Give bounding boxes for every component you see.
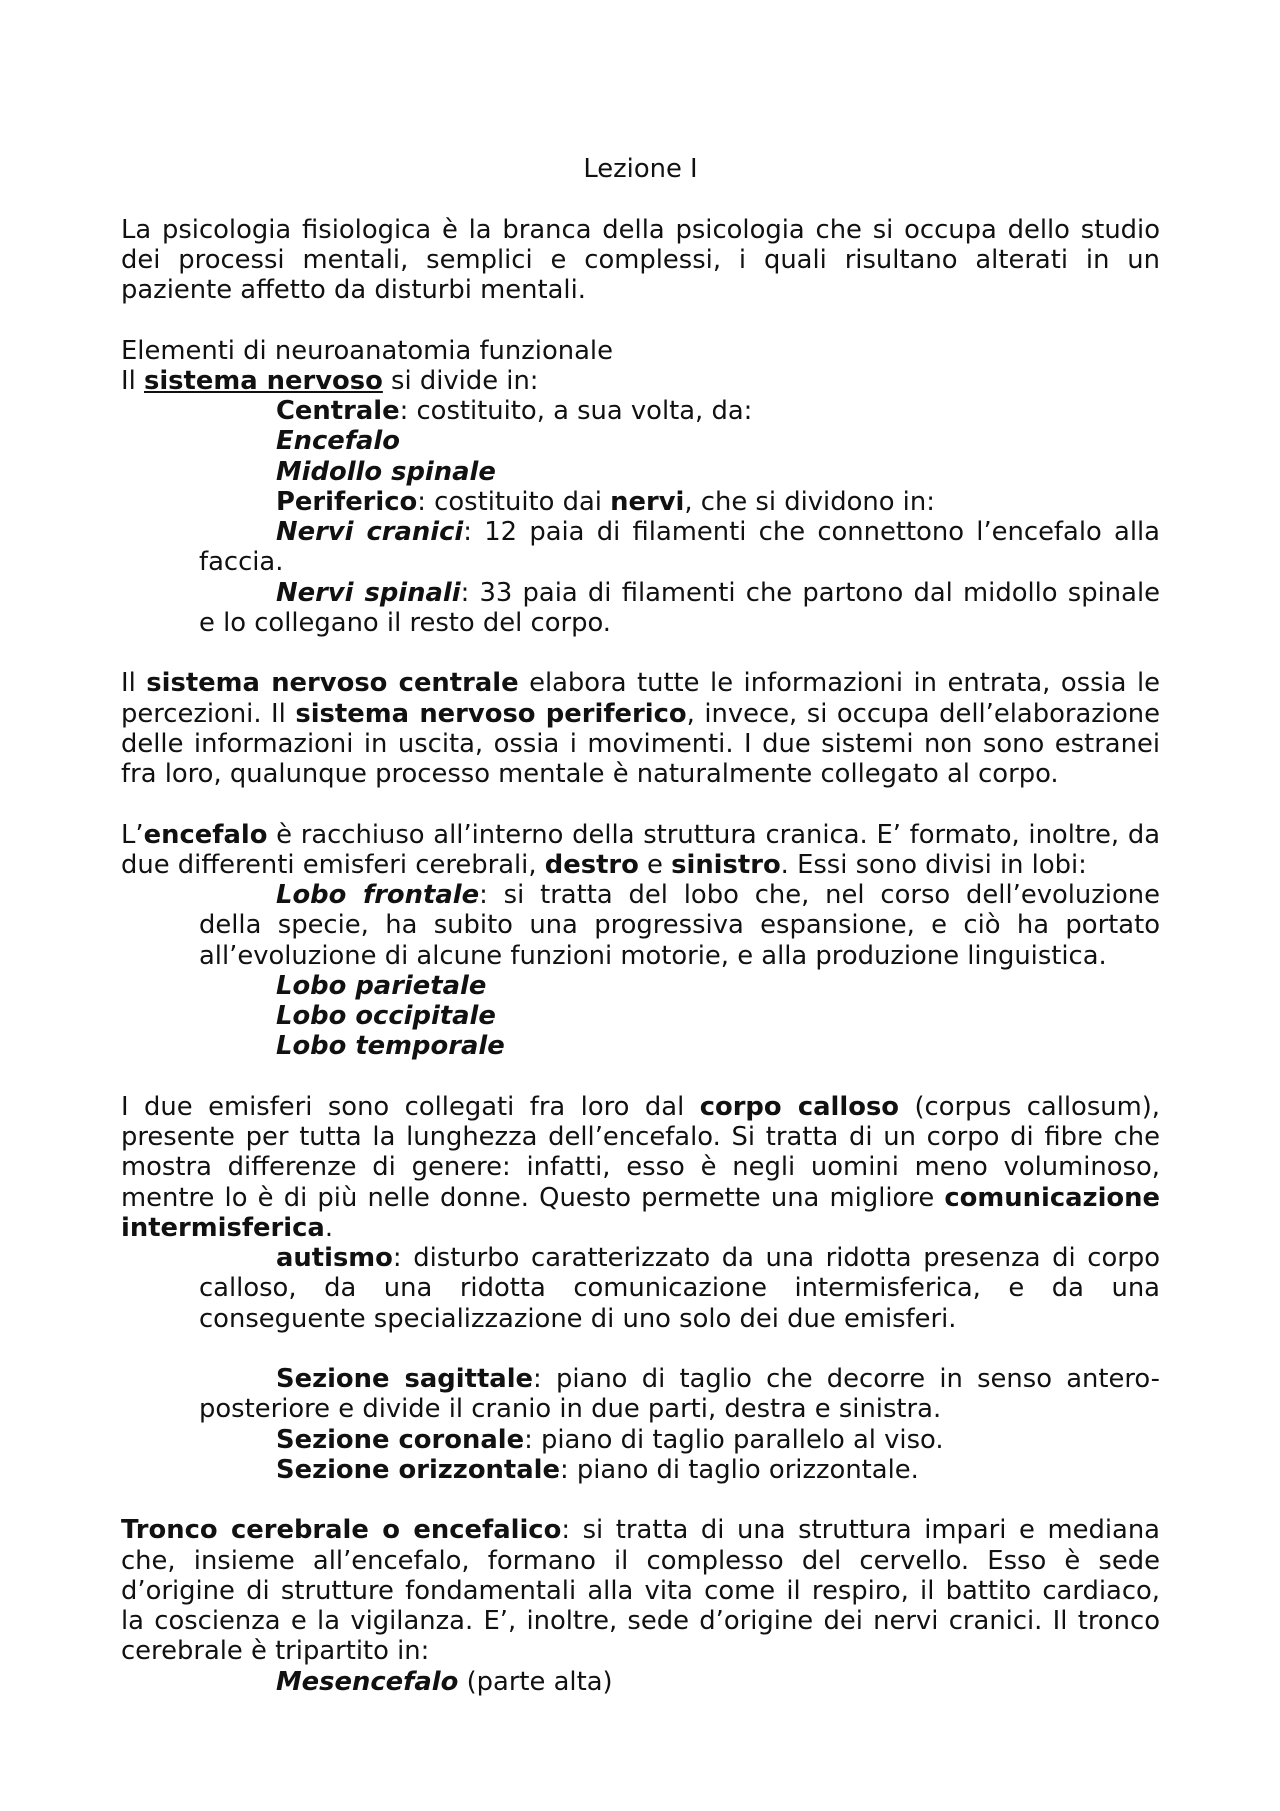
key-term: sistema nervoso periferico: [295, 698, 687, 729]
key-term-italic: Nervi cranici: [276, 517, 464, 547]
text-line: [199, 1667, 1160, 1697]
list-item-lobo-occipitale: [199, 1001, 1160, 1031]
text-run: Il: [121, 668, 147, 699]
document-title: Lezione I: [583, 154, 698, 184]
text-run: : 12 paia di filamenti che connettono l’encefalo alla: [463, 517, 1160, 547]
text-run: elabora tutte le informazioni in entrata, ossia le: [518, 668, 1160, 699]
key-term: corpo calloso: [699, 1091, 900, 1122]
text-run: (parte alta): [458, 1666, 613, 1697]
blank-line: [121, 184, 1160, 214]
text-line: [121, 668, 1160, 698]
text-line: faccia.: [199, 547, 284, 578]
text-line: che, insieme all’encefalo, formano il complesso del cervello. Esso è sede: [121, 1545, 1160, 1576]
text-run: si divide in:: [382, 365, 539, 396]
text-line: [199, 426, 1160, 456]
text-line: [199, 517, 1160, 547]
text-line: [199, 1364, 1160, 1394]
list-item-lobo-frontale: [199, 880, 1160, 971]
text-run: L’: [121, 819, 144, 850]
section-heading: Elementi di neuroanatomia funzionale: [121, 335, 613, 366]
blank-line: [121, 305, 1160, 335]
key-term-italic: Lobo parietale: [276, 970, 487, 1001]
list-item-sezione-sagittale: [199, 1364, 1160, 1425]
text-run: : piano di taglio che decorre in senso antero-: [533, 1364, 1160, 1394]
paragraph-encefalo: [121, 820, 1160, 881]
text-run: .: [324, 1212, 334, 1243]
text-line: calloso, da una ridotta comunicazione intermisferica, e da una: [199, 1273, 1160, 1304]
key-term: sinistro: [671, 849, 781, 880]
text-line: posteriore e divide il cranio in due parti, destra e sinistra.: [199, 1394, 942, 1425]
text-run: : piano di taglio parallelo al viso.: [524, 1424, 944, 1455]
list-item-encefalo: [199, 426, 1160, 456]
list-item-sezione-orizzontale: [199, 1455, 1160, 1485]
key-term: encefalo: [143, 819, 268, 850]
text-line: [121, 850, 1160, 880]
key-term: Sezione sagittale: [276, 1364, 534, 1394]
text-line: [121, 699, 1160, 729]
text-line: [199, 971, 1160, 1001]
key-term-italic: Nervi spinali: [276, 577, 461, 608]
list-item-lobo-parietale: [199, 971, 1160, 1001]
text-run: e: [638, 849, 672, 880]
text-run: : piano di taglio orizzontale.: [559, 1454, 919, 1485]
text-line: [121, 820, 1160, 850]
text-line: [199, 880, 1160, 910]
list-item-periferico: [199, 487, 1160, 517]
text-line: [121, 1183, 1160, 1213]
text-run: (corpus callosum),: [899, 1091, 1161, 1122]
text-line: La psicologia fisiologica è la branca della psicologia che si occupa dello studio: [121, 214, 1160, 245]
text-line: [199, 1001, 1160, 1031]
text-run: : 33 paia di filamenti che partono dal midollo spinale: [460, 577, 1160, 608]
text-run: , invece, si occupa dell’elaborazione: [686, 698, 1160, 729]
text-line: [121, 366, 1160, 396]
text-run: Il: [121, 365, 144, 396]
text-run: , che si dividono in:: [684, 486, 935, 517]
list-item-midollo-spinale: [199, 457, 1160, 487]
text-line: [199, 487, 1160, 517]
key-term: Tronco cerebrale o encefalico: [121, 1515, 562, 1546]
key-term: comunicazione: [944, 1182, 1160, 1213]
text-line: mostra differenze di genere: infatti, esso è negli uomini meno voluminoso,: [121, 1152, 1160, 1183]
blank-line: [121, 1485, 1160, 1515]
text-run: due differenti emisferi cerebrali,: [121, 849, 545, 880]
text-line: [199, 396, 1160, 426]
text-line: e lo collegano il resto del corpo.: [199, 607, 611, 638]
key-term: Periferico: [276, 486, 418, 517]
text-line: fra loro, qualunque processo mentale è naturalmente collegato al corpo.: [121, 759, 1059, 789]
list-item-centrale: [199, 396, 1160, 426]
text-line: [199, 1031, 1160, 1061]
key-term: intermisferica: [121, 1212, 325, 1243]
list-item-autismo: [199, 1243, 1160, 1334]
text-run: I due emisferi sono collegati fra loro dal: [121, 1091, 700, 1122]
key-term-italic: Mesencefalo: [276, 1666, 459, 1697]
key-term-italic: Lobo temporale: [276, 1031, 505, 1062]
text-line: [199, 1425, 1160, 1455]
text-line: [199, 578, 1160, 608]
text-run: : costituito dai: [417, 486, 611, 517]
text-line: [121, 1515, 1160, 1545]
text-run: è racchiuso all’interno della struttura cranica. E’ formato, inoltre, da: [267, 819, 1160, 850]
text-line: delle informazioni in uscita, ossia i movimenti. I due sistemi non sono estranei: [121, 728, 1160, 759]
text-line: [121, 1092, 1160, 1122]
key-term-italic: Encefalo: [276, 426, 400, 457]
key-term: autismo: [276, 1243, 393, 1273]
text-run: : costituito, a sua volta, da:: [399, 396, 753, 426]
text-line: cerebrale è tripartito in:: [121, 1636, 430, 1667]
text-line: [121, 1213, 1160, 1243]
key-term: Centrale: [276, 396, 400, 426]
list-item-mesencefalo: [199, 1667, 1160, 1697]
text-run: : si tratta di una struttura impari e mediana: [561, 1515, 1160, 1546]
text-line: paziente affetto da disturbi mentali.: [121, 275, 586, 305]
text-line: d’origine di strutture fondamentali alla vita come il respiro, il battito cardiaco,: [121, 1575, 1160, 1606]
text-run: mentre lo è di più nelle donne. Questo permette una migliore: [121, 1182, 945, 1213]
paragraph-sistemi: [121, 668, 1160, 789]
key-term: nervi: [610, 486, 685, 517]
text-line: [199, 1243, 1160, 1273]
blank-line: [121, 789, 1160, 819]
key-term-italic: Lobo occipitale: [276, 1001, 496, 1031]
text-line: all’evoluzione di alcune funzioni motorie, e alla produzione linguistica.: [199, 940, 1107, 971]
paragraph-intro: [121, 215, 1160, 306]
list-item-nervi-spinali: [199, 578, 1160, 639]
key-term: Sezione orizzontale: [276, 1454, 560, 1485]
text-line: della specie, ha subito una progressiva espansione, e ciò ha portato: [199, 910, 1160, 941]
text-run: percezioni. Il: [121, 698, 296, 729]
blank-line: [121, 1334, 1160, 1364]
key-term-italic: Midollo spinale: [276, 456, 496, 487]
key-term-underlined: sistema nervoso: [143, 365, 383, 396]
text-run: : si tratta del lobo che, nel corso dell’evoluzione: [479, 880, 1160, 910]
blank-line: [121, 1062, 1160, 1092]
key-term: sistema nervoso centrale: [146, 668, 519, 699]
text-line: dei processi mentali, semplici e complessi, i quali risultano alterati in un: [121, 244, 1160, 275]
key-term: destro: [544, 849, 639, 880]
key-term: Sezione coronale: [276, 1424, 525, 1455]
text-run: : disturbo caratterizzato da una ridotta presenza di corpo: [392, 1243, 1160, 1273]
blank-line: [121, 638, 1160, 668]
text-line: [199, 457, 1160, 487]
text-run: . Essi sono divisi in lobi:: [780, 849, 1087, 880]
list-item-lobo-temporale: [199, 1031, 1160, 1061]
paragraph-tronco-cerebrale: [121, 1515, 1160, 1666]
key-term-italic: Lobo frontale: [276, 880, 480, 910]
paragraph-corpo-calloso: [121, 1092, 1160, 1243]
text-line: presente per tutta la lunghezza dell’encefalo. Si tratta di un corpo di fibre che: [121, 1122, 1160, 1152]
list-item-sezione-coronale: [199, 1425, 1160, 1455]
text-line: la coscienza e la vigilanza. E’, inoltre, sede d’origine dei nervi cranici. Il tronco: [121, 1606, 1160, 1636]
text-line: conseguente specializzazione di uno solo dei due emisferi.: [199, 1303, 957, 1334]
text-line: [199, 1455, 1160, 1485]
list-item-nervi-cranici: [199, 517, 1160, 578]
